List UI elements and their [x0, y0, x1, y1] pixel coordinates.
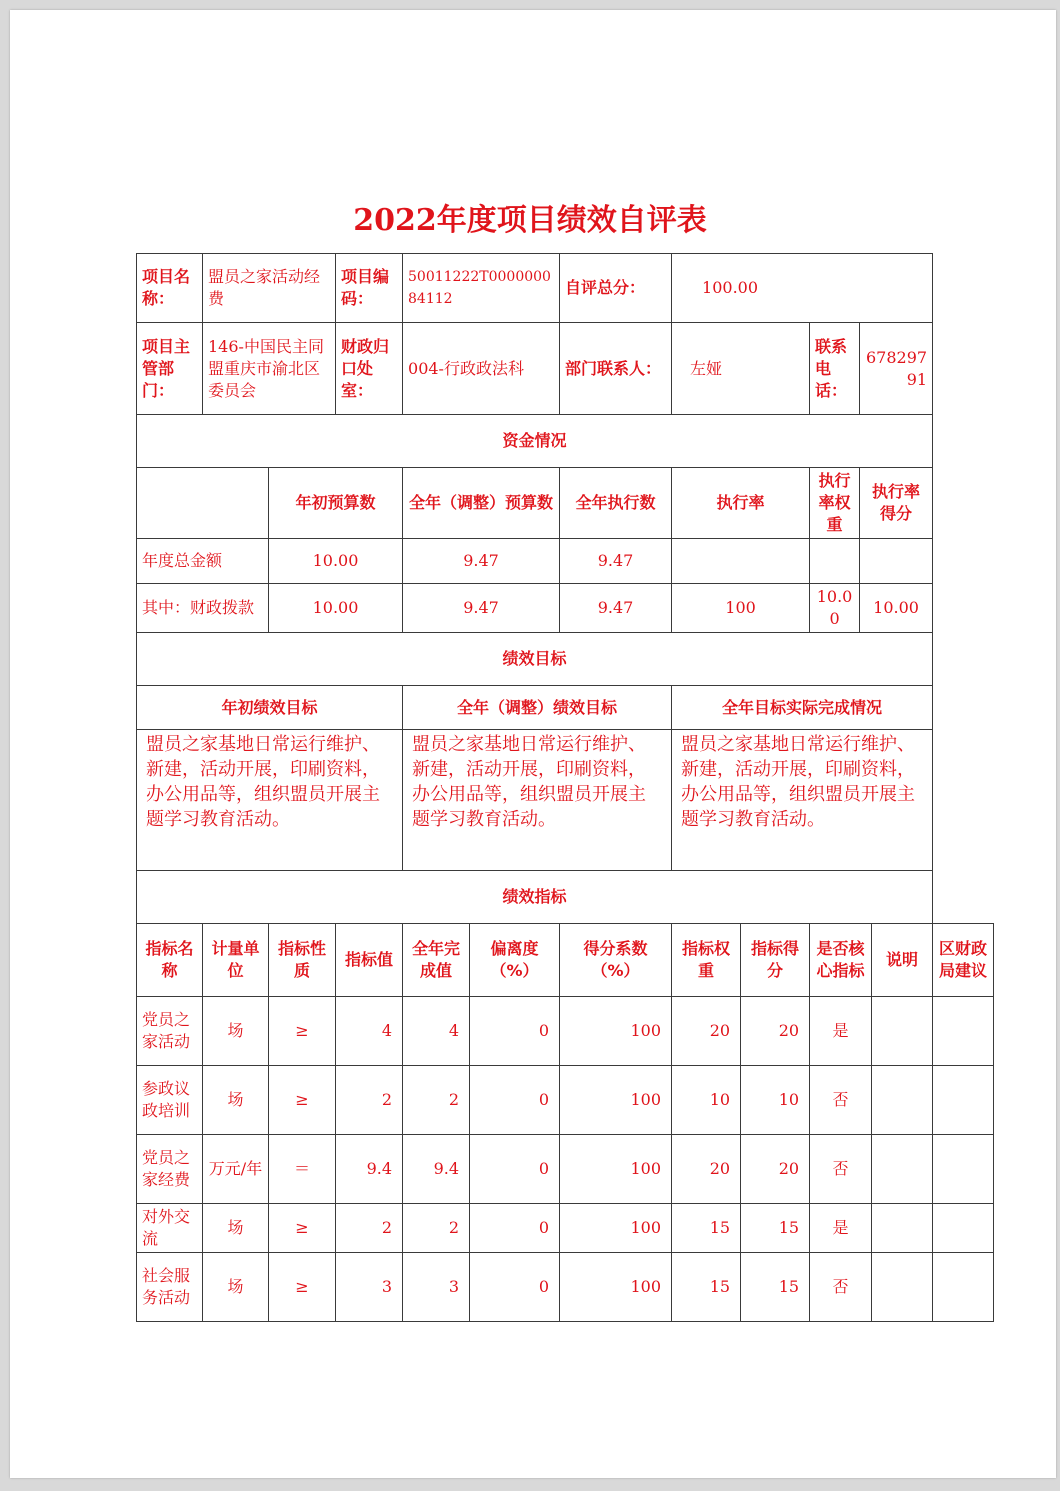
funds-header: 年初预算数 [269, 468, 403, 539]
goals-section-title: 绩效目标 [137, 633, 933, 686]
indicator-cell: 2 [336, 1204, 403, 1253]
indicator-cell: 否 [810, 1066, 872, 1135]
indicator-cell [872, 1066, 933, 1135]
info-row-2 [137, 323, 994, 415]
dept-label: 项目主管部门： [137, 323, 203, 415]
indicator-cell: 2 [336, 1066, 403, 1135]
project-code-value: 50011222T000000084112 [403, 254, 560, 323]
indicator-cell: 参政议政培训 [137, 1066, 203, 1135]
funds-cell: 10.00 [860, 584, 933, 633]
funds-header-row [137, 468, 994, 539]
indicator-cell [872, 997, 933, 1066]
goal-text: 盟员之家基地日常运行维护、新建，活动开展，印刷资料，办公用品等，组织盟员开展主题学习教育活动。 [137, 730, 403, 871]
indicator-cell: 9.4 [336, 1135, 403, 1204]
goal-text: 盟员之家基地日常运行维护、新建，活动开展，印刷资料，办公用品等，组织盟员开展主题学习教育活动。 [672, 730, 933, 871]
project-code-label: 项目编码： [336, 254, 403, 323]
indicator-header: 说明 [872, 924, 933, 997]
indicator-cell [933, 1135, 994, 1204]
indicator-cell: ≥ [269, 1066, 336, 1135]
indicator-header: 指标性质 [269, 924, 336, 997]
indicator-cell: 场 [203, 1204, 269, 1253]
info-row-1 [137, 254, 994, 323]
goals-header: 全年（调整）绩效目标 [403, 686, 672, 730]
indicator-cell: 100 [560, 997, 672, 1066]
goal-text: 盟员之家基地日常运行维护、新建，活动开展，印刷资料，办公用品等，组织盟员开展主题学习教育活动。 [403, 730, 672, 871]
goals-section-row [137, 633, 994, 686]
indicator-cell [872, 1204, 933, 1253]
indicator-header: 是否核心指标 [810, 924, 872, 997]
indicator-cell: 0 [470, 1204, 560, 1253]
indicator-header: 指标值 [336, 924, 403, 997]
funds-cell: 9.47 [560, 584, 672, 633]
indicators-section-row [137, 871, 994, 924]
funds-cell: 10.00 [810, 584, 860, 633]
indicator-cell: 0 [470, 1066, 560, 1135]
funds-row [137, 584, 994, 633]
indicator-header: 全年完成值 [403, 924, 470, 997]
funds-header: 全年（调整）预算数 [403, 468, 560, 539]
indicator-cell: 0 [470, 997, 560, 1066]
indicator-cell: 10 [672, 1066, 741, 1135]
indicator-cell: 4 [336, 997, 403, 1066]
finance-office-label: 财政归口处室： [336, 323, 403, 415]
indicator-cell: 20 [672, 1135, 741, 1204]
indicators-header-row [137, 924, 994, 997]
indicator-cell: 20 [741, 997, 810, 1066]
indicator-cell: 100 [560, 1135, 672, 1204]
funds-cell [672, 539, 810, 584]
indicator-cell: 0 [470, 1135, 560, 1204]
indicator-cell: 100 [560, 1204, 672, 1253]
indicator-header: 区财政局建议 [933, 924, 994, 997]
project-name-label: 项目名称： [137, 254, 203, 323]
indicator-header: 指标名称 [137, 924, 203, 997]
goals-text-row [137, 730, 994, 871]
indicator-cell: 党员之家经费 [137, 1135, 203, 1204]
indicator-row [137, 1204, 994, 1253]
indicator-header: 计量单位 [203, 924, 269, 997]
contact-label: 部门联系人： [560, 323, 672, 415]
funds-section-title: 资金情况 [137, 415, 933, 468]
funds-header: 执行率权重 [810, 468, 860, 539]
indicator-cell: 20 [741, 1135, 810, 1204]
indicator-header: 偏离度（%） [470, 924, 560, 997]
indicator-cell: 3 [403, 1253, 470, 1322]
funds-cell: 10.00 [269, 584, 403, 633]
indicator-cell [933, 997, 994, 1066]
indicator-row [137, 1135, 994, 1204]
funds-cell: 100 [672, 584, 810, 633]
funds-header: 全年执行数 [560, 468, 672, 539]
indicator-cell: 场 [203, 997, 269, 1066]
phone-value: 67829791 [860, 323, 933, 415]
indicator-cell: ≥ [269, 997, 336, 1066]
indicator-cell [933, 1253, 994, 1322]
funds-cell: 10.00 [269, 539, 403, 584]
funds-header: 执行率得分 [860, 468, 933, 539]
funds-cell [810, 539, 860, 584]
funds-row [137, 539, 994, 584]
phone-label: 联系电话： [810, 323, 860, 415]
goals-header: 年初绩效目标 [137, 686, 403, 730]
goals-header: 全年目标实际完成情况 [672, 686, 933, 730]
funds-cell: 年度总金额 [137, 539, 269, 584]
indicator-cell: 15 [741, 1253, 810, 1322]
indicator-cell: 20 [672, 997, 741, 1066]
indicator-cell: 社会服务活动 [137, 1253, 203, 1322]
indicator-cell: 万元/年 [203, 1135, 269, 1204]
indicator-cell: 9.4 [403, 1135, 470, 1204]
funds-cell: 其中：财政拨款 [137, 584, 269, 633]
funds-cell [860, 539, 933, 584]
indicator-cell: 是 [810, 997, 872, 1066]
indicator-cell [933, 1066, 994, 1135]
indicator-cell: 2 [403, 1066, 470, 1135]
indicator-header: 指标得分 [741, 924, 810, 997]
indicator-cell: 场 [203, 1066, 269, 1135]
indicator-cell: 场 [203, 1253, 269, 1322]
funds-cell: 9.47 [403, 539, 560, 584]
indicator-cell [933, 1204, 994, 1253]
page-title: 2022年度项目绩效自评表 [353, 203, 707, 238]
funds-cell: 9.47 [403, 584, 560, 633]
indicator-cell [872, 1253, 933, 1322]
funds-section-row [137, 415, 994, 468]
indicator-cell: ≥ [269, 1204, 336, 1253]
finance-office-value: 004-行政政法科 [403, 323, 560, 415]
indicator-row [137, 997, 994, 1066]
indicator-cell: ＝ [269, 1135, 336, 1204]
indicator-cell: 15 [672, 1204, 741, 1253]
indicator-cell: 3 [336, 1253, 403, 1322]
indicator-cell: ≥ [269, 1253, 336, 1322]
funds-header: 执行率 [672, 468, 810, 539]
indicator-cell: 党员之家活动 [137, 997, 203, 1066]
indicator-cell: 100 [560, 1253, 672, 1322]
indicator-cell: 否 [810, 1253, 872, 1322]
indicator-cell: 是 [810, 1204, 872, 1253]
goals-header-row [137, 686, 994, 730]
indicator-cell: 0 [470, 1253, 560, 1322]
self-score-value: 100.00 [672, 254, 933, 323]
indicator-cell: 否 [810, 1135, 872, 1204]
indicator-cell: 10 [741, 1066, 810, 1135]
indicator-cell: 4 [403, 997, 470, 1066]
indicator-cell: 15 [672, 1253, 741, 1322]
indicator-row [137, 1066, 994, 1135]
indicators-section-title: 绩效指标 [137, 871, 933, 924]
contact-value: 左娅 [672, 323, 810, 415]
indicator-header: 得分系数（%） [560, 924, 672, 997]
dept-value: 146-中国民主同盟重庆市渝北区委员会 [203, 323, 336, 415]
project-name-value: 盟员之家活动经费 [203, 254, 336, 323]
funds-header [137, 468, 269, 539]
indicator-cell: 15 [741, 1204, 810, 1253]
evaluation-table [136, 253, 994, 1322]
indicator-row [137, 1253, 994, 1322]
indicator-cell: 100 [560, 1066, 672, 1135]
indicator-cell [872, 1135, 933, 1204]
indicator-cell: 2 [403, 1204, 470, 1253]
funds-cell: 9.47 [560, 539, 672, 584]
indicator-cell: 对外交流 [137, 1204, 203, 1253]
self-score-label: 自评总分： [560, 254, 672, 323]
indicator-header: 指标权重 [672, 924, 741, 997]
